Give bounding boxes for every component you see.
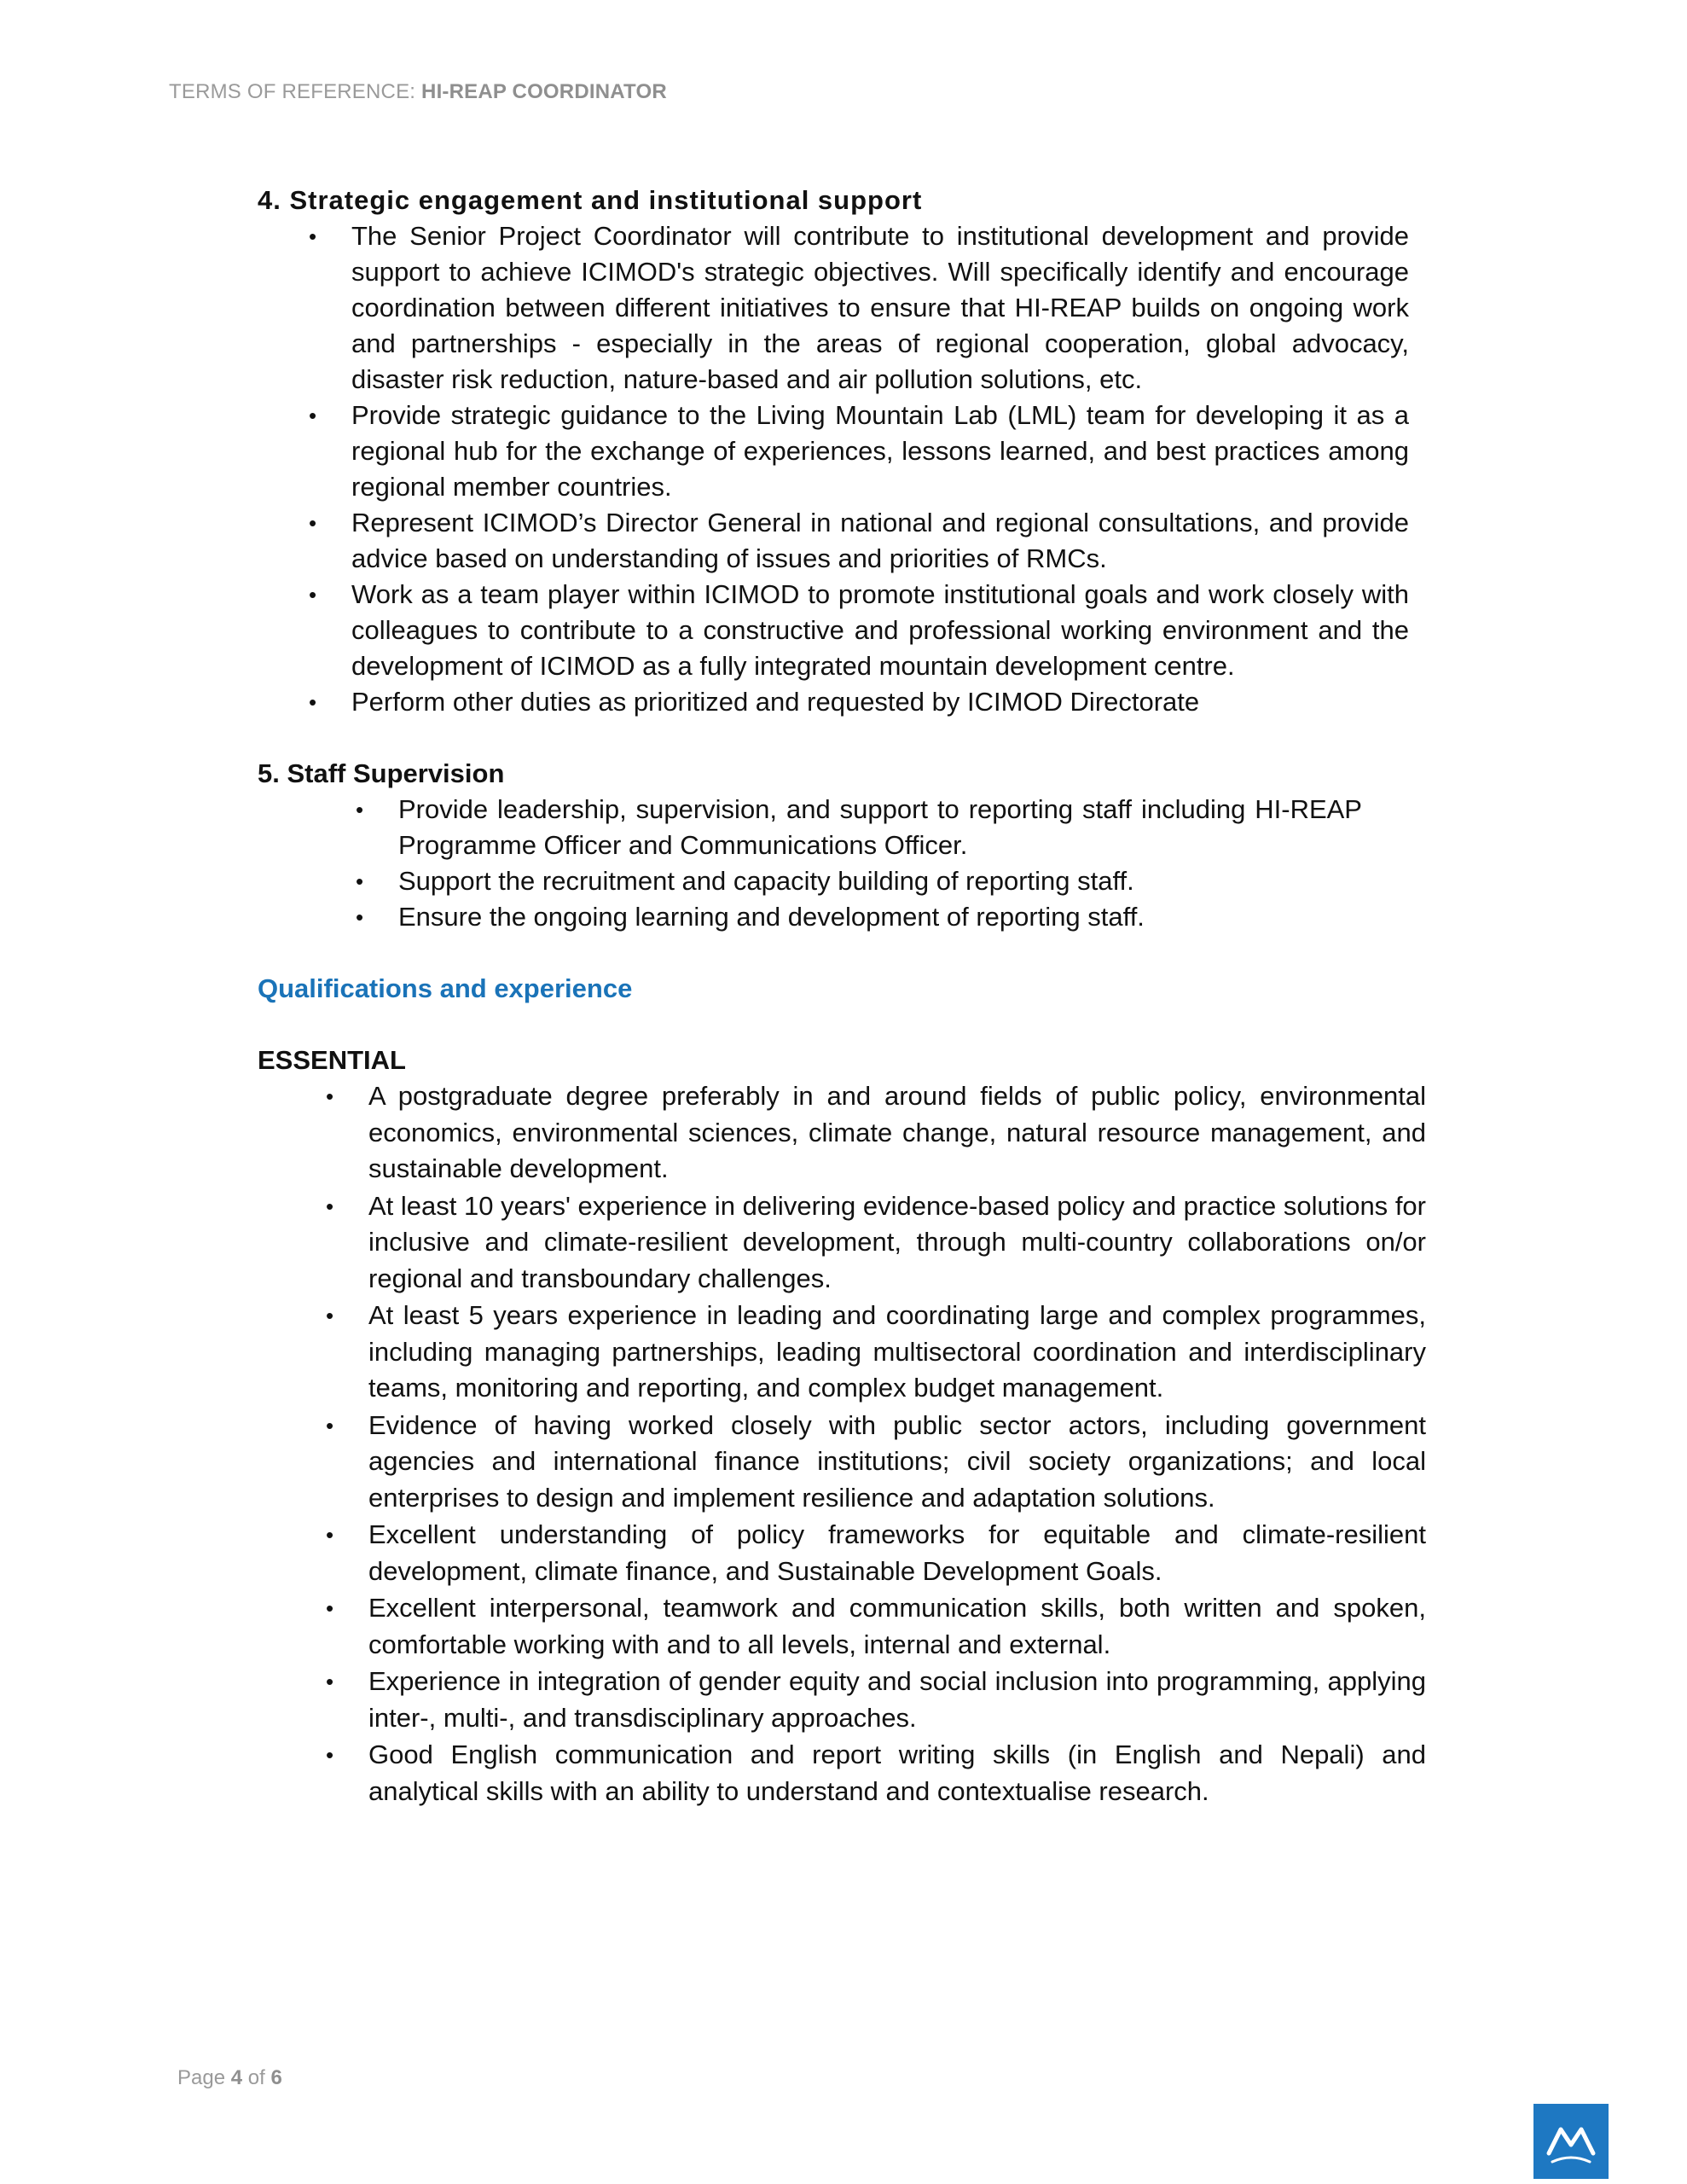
header-prefix: TERMS OF REFERENCE:: [169, 80, 422, 103]
list-item: • At least 5 years experience in leading and coordinating large and complex programmes, including managing partnerships, leading multisectoral coordination and interdisciplinary teams, monitoring and reporting, and complex budget management.: [368, 1298, 1426, 1407]
page-content: [258, 183, 1452, 1810]
list-item: • Excellent interpersonal, teamwork and communication skills, both written and spoken, comfortable working with and to all levels, internal and external.: [368, 1590, 1426, 1663]
bullet-icon: •: [326, 1522, 334, 1548]
bullet-icon: •: [326, 1193, 334, 1219]
essential-heading: ESSENTIAL: [258, 1045, 406, 1075]
list-item: • Provide strategic guidance to the Living Mountain Lab (LML) team for developing it as a regional hub for the exchange of experiences, lessons learned, and best practices among regional member countries.: [351, 398, 1409, 505]
header-title: HI-REAP COORDINATOR: [421, 80, 667, 103]
bullet-icon: •: [309, 689, 317, 715]
list-item: • Support the recruitment and capacity building of reporting staff.: [398, 863, 1362, 899]
bullet-icon: •: [326, 1742, 334, 1768]
section-5-title: 5. Staff Supervision: [258, 758, 505, 788]
list-item: • The Senior Project Coordinator will contribute to institutional development and provide support to achieve ICIMOD's strategic objectives. Will specifically identify and encourage coordination between different initiatives to ensure that HI-REAP builds on ongoing work and partnerships - especially in the areas of regional cooperation, global advocacy, disaster risk reduction, nature-based and air pollution solutions, etc.: [351, 218, 1409, 398]
bullet-icon: •: [356, 904, 364, 930]
list-item: • Provide leadership, supervision, and support to reporting staff including HI-REAP Programme Officer and Communications Officer.: [398, 792, 1362, 863]
essential-list: [326, 1078, 1426, 1809]
list-item: • Experience in integration of gender equity and social inclusion into programming, applying inter-, multi-, and transdisciplinary approaches.: [368, 1664, 1426, 1736]
list-item: • At least 10 years' experience in delivering evidence-based policy and practice solutions for inclusive and climate-resilient development, through multi-country collaborations on/or regional and transboundary challenges.: [368, 1188, 1426, 1298]
list-item: • Excellent understanding of policy frameworks for equitable and climate-resilient development, climate finance, and Sustainable Development Goals.: [368, 1517, 1426, 1589]
list-item: • Perform other duties as prioritized and requested by ICIMOD Directorate: [351, 684, 1409, 720]
bullet-icon: •: [309, 224, 317, 249]
page-header: [169, 80, 667, 104]
section-4-list: [309, 218, 1409, 720]
bullet-icon: •: [356, 797, 364, 822]
list-item: • A postgraduate degree preferably in and around fields of public policy, environmental economics, environmental sciences, climate change, natural resource management, and sustainable development.: [368, 1078, 1426, 1188]
bullet-icon: •: [356, 868, 364, 894]
list-item: • Represent ICIMOD’s Director General in national and regional consultations, and provide advice based on understanding of issues and priorities of RMCs.: [351, 505, 1409, 577]
bullet-icon: •: [326, 1669, 334, 1694]
section-5-list: [356, 792, 1362, 935]
list-item: • Work as a team player within ICIMOD to promote institutional goals and work closely with colleagues to contribute to a constructive and professional working environment and the development of ICIMOD as a fully integrated mountain development centre.: [351, 577, 1409, 684]
bullet-icon: •: [309, 582, 317, 607]
bullet-icon: •: [309, 510, 317, 536]
bullet-icon: •: [326, 1412, 334, 1438]
list-item: • Good English communication and report writing skills (in English and Nepali) and analytical skills with an ability to understand and contextualise research.: [368, 1737, 1426, 1809]
bullet-icon: •: [326, 1083, 334, 1109]
bullet-icon: •: [309, 403, 317, 428]
page-number: Page 4 of 6: [177, 2066, 282, 2089]
list-item: • Ensure the ongoing learning and development of reporting staff.: [398, 899, 1362, 935]
icimod-mountain-logo-icon: [1533, 2104, 1609, 2179]
bullet-icon: •: [326, 1595, 334, 1621]
section-4-title: 4. Strategic engagement and institutional support: [258, 185, 923, 215]
qualifications-heading: Qualifications and experience: [258, 973, 633, 1003]
logo-mark: [1533, 2104, 1609, 2179]
list-item: • Evidence of having worked closely with public sector actors, including government agencies and international finance institutions; civil society organizations; and local enterprises to design and implement resilience and adaptation solutions.: [368, 1408, 1426, 1517]
bullet-icon: •: [326, 1303, 334, 1328]
